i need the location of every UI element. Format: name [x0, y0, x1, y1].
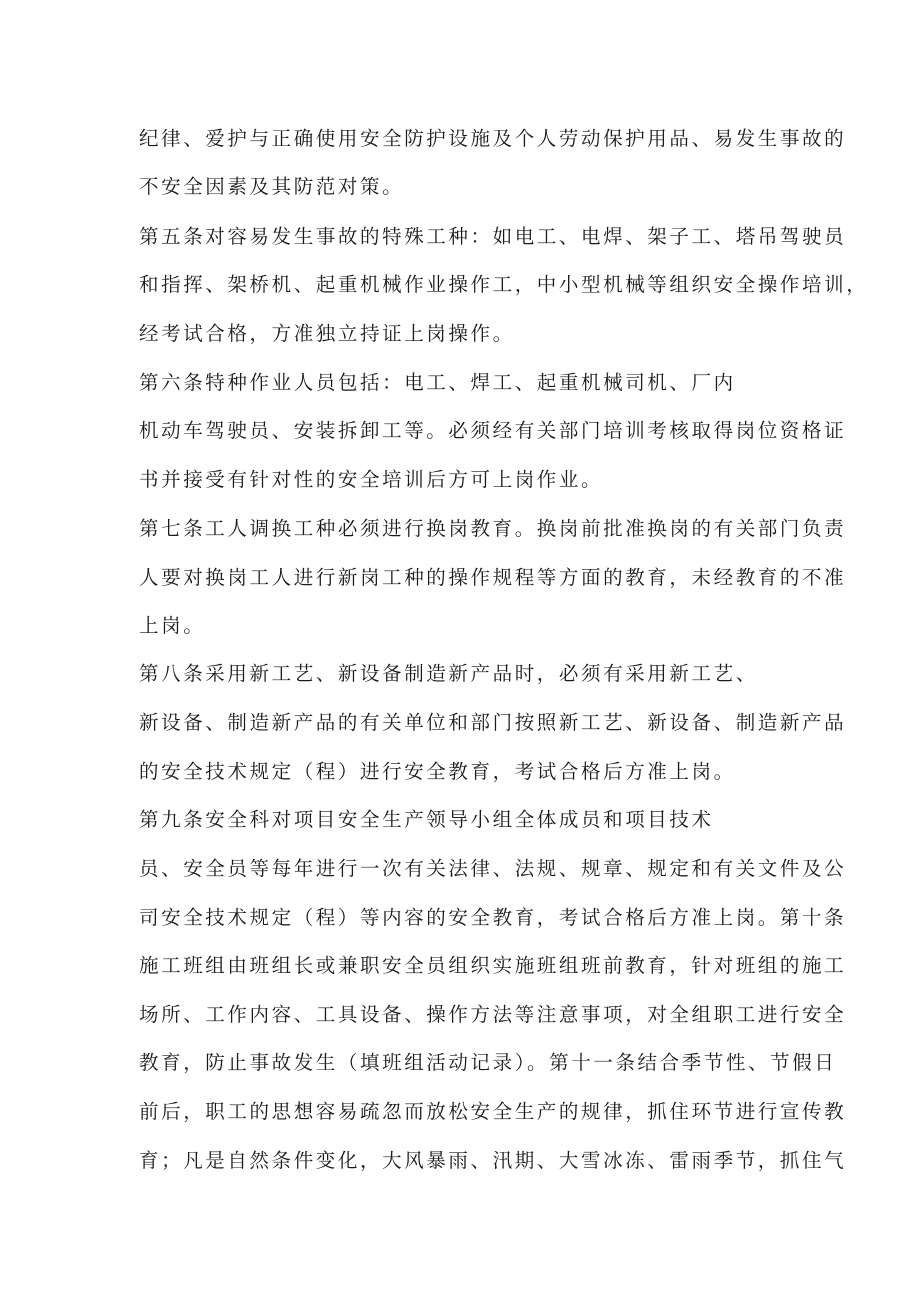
text-line: 经考试合格，方准独立持证上岗操作。 — [139, 322, 515, 345]
text-line: 教育，防止事故发生（填班组活动记录）。第十一条结合季节性、节假日 — [139, 1051, 837, 1074]
text-line: 和指挥、架桥机、起重机械作业操作工，中小型机械等组织安全操作培训， — [139, 273, 869, 296]
text-line: 员、安全员等每年进行一次有关法律、法规、规章、规定和有关文件及公 — [139, 857, 847, 880]
text-line: 施工班组由班组长或兼职安全员组织实施班组班前教育，针对班组的施工 — [139, 954, 847, 977]
text-line: 第七条工人调换工种必须进行换岗教育。换岗前批准换岗的有关部门负责 — [139, 517, 847, 540]
text-line: 人要对换岗工人进行新岗工种的操作规程等方面的教育，未经教育的不准 — [139, 566, 847, 589]
text-line: 新设备、制造新产品的有关单位和部门按照新工艺、新设备、制造新产品 — [139, 711, 847, 734]
text-line: 的安全技术规定（程）进行安全教育，考试合格后方准上岗。 — [139, 760, 736, 783]
text-line: 机动车驾驶员、安装拆卸工等。必须经有关部门培训考核取得岗位资格证 — [139, 419, 847, 442]
text-line: 第九条安全科对项目安全生产领导小组全体成员和项目技术 — [139, 808, 714, 831]
text-line: 纪律、爱护与正确使用安全防护设施及个人劳动保护用品、易发生事故的 — [139, 127, 847, 150]
text-line: 司安全技术规定（程）等内容的安全教育，考试合格后方准上岗。第十条 — [139, 906, 847, 929]
text-line: 前后，职工的思想容易疏忽而放松安全生产的规律，抓住环节进行宣传教 — [139, 1100, 847, 1123]
text-line: 第五条对容易发生事故的特殊工种：如电工、电焊、架子工、塔吊驾驶员 — [139, 225, 847, 248]
text-line: 育；凡是自然条件变化，大风暴雨、汛期、大雪冰冻、雷雨季节，抓住气 — [139, 1149, 847, 1172]
text-line: 第八条采用新工艺、新设备制造新产品时，必须有采用新工艺、 — [139, 662, 758, 685]
text-line: 不安全因素及其防范对策。 — [139, 175, 405, 198]
text-line: 上岗。 — [139, 614, 206, 637]
text-line: 书并接受有针对性的安全培训后方可上岗作业。 — [139, 468, 604, 491]
text-line: 场所、工作内容、工具设备、操作方法等注意事项，对全组职工进行安全 — [139, 1003, 847, 1026]
text-line: 第六条特种作业人员包括：电工、焊工、起重机械司机、厂内 — [139, 371, 736, 394]
